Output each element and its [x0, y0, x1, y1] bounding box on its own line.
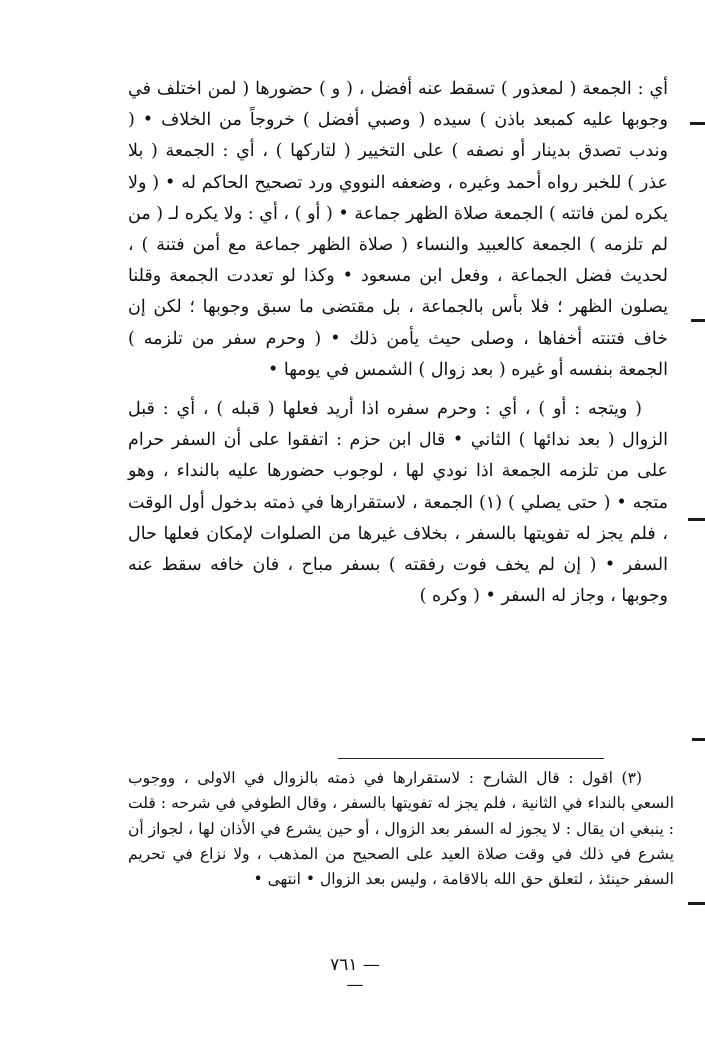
main-text-block: [128, 74, 668, 612]
footnote-separator: [338, 758, 604, 759]
footnote-block: [128, 766, 674, 892]
footnote-text: (٣) اقول : قال الشارح : لاستقرارها في ذمته بالزوال في الاولى ، ووجوب السعي بالنداء في الثانية ، فلم يجز له تفويتها بالسفر ، وقال الطوفي في شرحه : قلت : ينبغي ان يقال : لا يجوز له السفر بعد الزوال ، أو حين يشرع في الأذان لها ، لجواز أن يشرع في ذلك في وقت صلاة العيد على الصحيح من المذهب ، ولا نزاع في تحريم السفر حينئذ ، لتعلق حق الله بالاقامة ، وليس بعد الزوال • انتهى •: [128, 769, 674, 889]
page-number: — ٧٦١ —: [330, 955, 380, 995]
binding-mark: [690, 122, 705, 125]
binding-mark: [692, 738, 705, 741]
main-paragraph: أي : الجمعة ( لمعذور ) تسقط عنه أفضل ، ( و ) حضورها ( لمن اختلف في وجوبها عليه كمبعد باذن ) سيده ( وصبي أفضل ) خروجاً من الخلاف • ( وندب تصدق بدينار أو نصفه ) على التخيير ( لتاركها ) ، أي : الجمعة ( بلا عذر ) للخبر رواه أحمد وغيره ، وضعفه النووي ورد تصحيح الحاكم له • ( ولا يكره لمن فاتته ) الجمعة صلاة الظهر جماعة • ( أو ) ، أي : ولا يكره لـ ( من لم تلزمه ) الجمعة كالعبيد والنساء ( صلاة الظهر جماعة مع أمن فتنة ) ، لحديث فضل الجماعة ، وفعل ابن مسعود • وكذا لو تعددت الجمعة وقلنا يصلون الظهر ؛ فلا بأس بالجماعة ، بل مقتضى ما سبق وجوبها ؛ لكن إن خاف فتنته أخفاها ، وصلى حيث يأمن ذلك • ( وحرم سفر من تلزمه ) الجمعة بنفسه أو غيره ( بعد زوال ) الشمس في يومها •: [128, 79, 668, 380]
binding-mark: [691, 319, 705, 322]
main-paragraph: ( ويتجه : أو ) ، أي : وحرم سفره اذا أريد فعلها ( قبله ) ، أي : قبل الزوال ( بعد ندائها ) الثاني • قال ابن حزم : اتفقوا على أن السفر حرام على من تلزمه الجمعة اذا نودي لها ، لوجوب حضورها عليه بالنداء ، وهو متجه • ( حتى يصلي ) (١) الجمعة ، لاستقرارها في ذمته بدخول أول الوقت ، فلم يجز له تفويتها بالسفر ، بخلاف غيرها من الصلوات لإمكان فعلها حال السفر • ( إن لم يخف فوت رفقته ) بسفر مباح ، فان خافه سقط عنه وجوبها ، وجاز له السفر • ( وكره ): [128, 399, 668, 607]
binding-mark: [688, 518, 705, 521]
binding-mark: [688, 902, 705, 905]
